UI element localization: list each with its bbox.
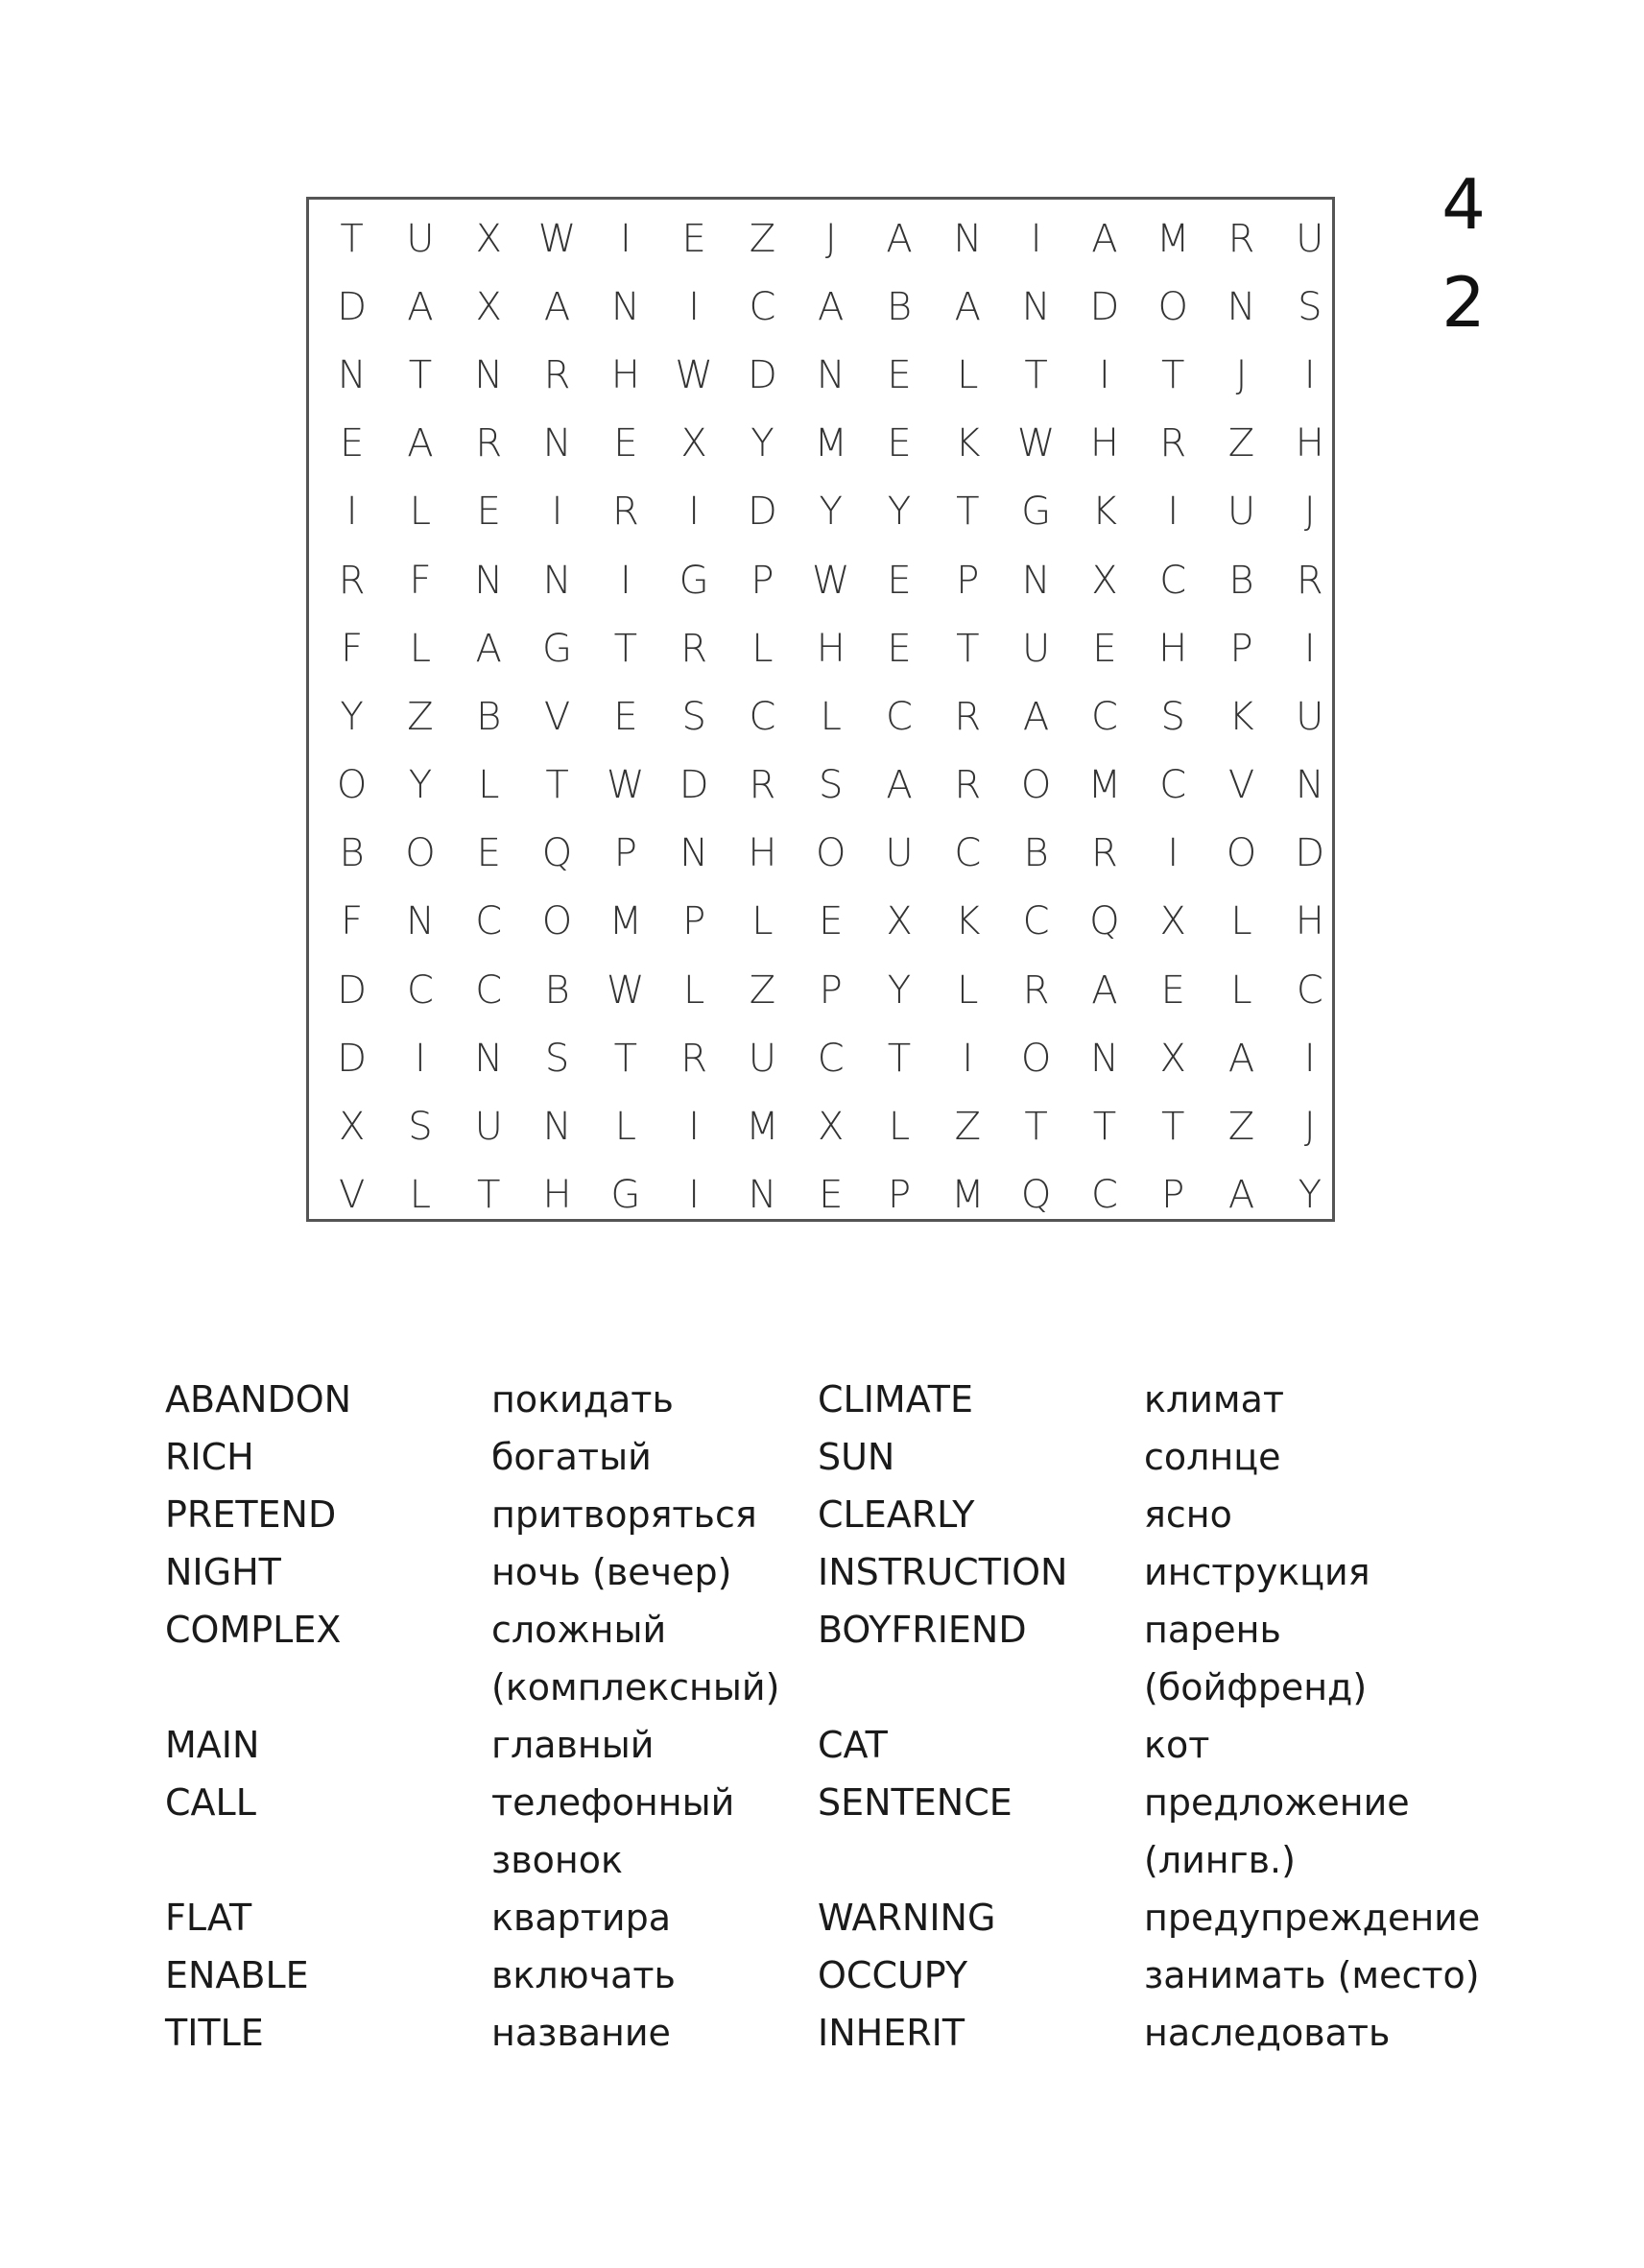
grid-cell: A bbox=[475, 626, 502, 671]
grid-cell: X bbox=[338, 1105, 366, 1150]
grid-cell: G bbox=[679, 558, 709, 603]
grid-cell: X bbox=[818, 1105, 845, 1150]
grid-cell: R bbox=[1159, 421, 1187, 466]
grid-cell: R bbox=[611, 489, 639, 535]
word-list bbox=[165, 1371, 1509, 2062]
grid-cell: L bbox=[1230, 899, 1252, 944]
grid-cell: N bbox=[542, 558, 572, 603]
grid-cell: X bbox=[886, 899, 913, 944]
grid-cell: C bbox=[1090, 694, 1118, 739]
grid-cell: G bbox=[610, 1173, 641, 1218]
grid-cell: U bbox=[474, 1105, 503, 1150]
grid-cell: H bbox=[816, 626, 846, 671]
grid-cell: T bbox=[408, 352, 433, 397]
grid-cell: P bbox=[682, 899, 706, 944]
russian-translation: ясно bbox=[1144, 1493, 1232, 1536]
grid-cell: J bbox=[824, 216, 837, 261]
grid-cell: N bbox=[474, 1036, 504, 1081]
english-word: TITLE bbox=[165, 2012, 264, 2054]
english-word: PRETEND bbox=[165, 1493, 337, 1536]
english-word: COMPLEX bbox=[165, 1609, 342, 1651]
grid-cell: T bbox=[1092, 1105, 1117, 1150]
page-number bbox=[1430, 155, 1497, 351]
grid-cell: U bbox=[1227, 489, 1256, 535]
grid-cell: A bbox=[543, 284, 571, 329]
grid-cell: C bbox=[817, 1036, 845, 1081]
grid-cell: A bbox=[1091, 967, 1118, 1013]
grid-cell: N bbox=[953, 216, 983, 261]
grid-cell: O bbox=[336, 763, 368, 808]
grid-cell: Y bbox=[408, 763, 433, 808]
grid-cell: I bbox=[1030, 216, 1042, 261]
grid-cell: M bbox=[746, 1105, 779, 1150]
russian-translation: солнце bbox=[1144, 1436, 1281, 1478]
grid-cell: H bbox=[542, 1173, 572, 1218]
grid-cell: Y bbox=[1298, 1173, 1322, 1218]
english-word: NIGHT bbox=[165, 1551, 281, 1593]
grid-cell: I bbox=[962, 1036, 974, 1081]
grid-cell: R bbox=[475, 421, 503, 466]
russian-translation: инструкция bbox=[1144, 1551, 1370, 1593]
grid-cell: L bbox=[888, 1105, 911, 1150]
grid-cell: P bbox=[819, 967, 843, 1013]
grid-cell: B bbox=[339, 831, 365, 876]
grid-cell: P bbox=[1229, 626, 1253, 671]
english-word: SUN bbox=[818, 1436, 895, 1478]
english-word bbox=[818, 1659, 1144, 1716]
english-word bbox=[165, 1831, 491, 1889]
grid-cell: R bbox=[1296, 558, 1323, 603]
grid-cell: C bbox=[406, 967, 434, 1013]
grid-cell: W bbox=[607, 967, 645, 1013]
grid-cell: C bbox=[749, 284, 776, 329]
grid-cell: N bbox=[748, 1173, 777, 1218]
grid-cell: B bbox=[1228, 558, 1254, 603]
grid-cell: H bbox=[1295, 421, 1324, 466]
grid-cell: E bbox=[340, 421, 365, 466]
grid-cell: N bbox=[337, 352, 367, 397]
english-word: CLEARLY bbox=[818, 1493, 975, 1536]
grid-cell: A bbox=[1227, 1036, 1255, 1081]
grid-cell: U bbox=[1296, 216, 1324, 261]
grid-cell: I bbox=[551, 489, 563, 535]
grid-cell: U bbox=[885, 831, 914, 876]
grid-cell: I bbox=[1303, 352, 1316, 397]
grid-cell: D bbox=[1295, 831, 1325, 876]
grid-cell: Z bbox=[1227, 421, 1255, 466]
grid-cell: A bbox=[1022, 694, 1050, 739]
grid-cell: C bbox=[1159, 763, 1187, 808]
english-word: INHERIT bbox=[818, 2012, 965, 2054]
grid-cell: X bbox=[1159, 899, 1186, 944]
grid-cell: O bbox=[1020, 763, 1052, 808]
grid-cell: E bbox=[819, 1173, 844, 1218]
grid-cell: Y bbox=[751, 421, 774, 466]
grid-cell: X bbox=[475, 216, 502, 261]
grid-cell: T bbox=[956, 626, 980, 671]
grid-cell: B bbox=[886, 284, 913, 329]
english-word: SENTENCE bbox=[818, 1781, 1013, 1824]
grid-cell: I bbox=[688, 284, 701, 329]
russian-translation: парень bbox=[1144, 1609, 1281, 1651]
russian-translation: занимать (место) bbox=[1144, 1954, 1480, 1996]
english-word bbox=[818, 1831, 1144, 1889]
english-word: ABANDON bbox=[165, 1378, 352, 1420]
grid-cell: M bbox=[951, 1173, 985, 1218]
russian-translation: предложение bbox=[1144, 1781, 1410, 1824]
grid-cell: O bbox=[405, 831, 436, 876]
english-word: BOYFRIEND bbox=[818, 1609, 1027, 1651]
grid-cell: P bbox=[1161, 1173, 1185, 1218]
grid-cell: Y bbox=[887, 489, 912, 535]
grid-cell: W bbox=[537, 216, 577, 261]
grid-cell: P bbox=[751, 558, 774, 603]
grid-cell: V bbox=[1227, 763, 1255, 808]
grid-cell: O bbox=[1157, 284, 1188, 329]
grid-cell: W bbox=[1016, 421, 1056, 466]
russian-translation: богатый bbox=[491, 1436, 652, 1478]
grid-cell: A bbox=[1091, 216, 1118, 261]
grid-cell: R bbox=[1022, 967, 1050, 1013]
grid-cell: I bbox=[1099, 352, 1110, 397]
grid-cell: N bbox=[1089, 1036, 1119, 1081]
grid-cell: U bbox=[748, 1036, 777, 1081]
grid-cell: E bbox=[1092, 626, 1117, 671]
grid-cell: Z bbox=[749, 967, 776, 1013]
grid-cell: K bbox=[955, 421, 981, 466]
grid-cell: G bbox=[542, 626, 573, 671]
grid-cell: I bbox=[619, 558, 631, 603]
grid-cell: Q bbox=[1089, 899, 1120, 944]
grid-cell: U bbox=[1021, 626, 1051, 671]
grid-cell: D bbox=[679, 763, 709, 808]
grid-cell: R bbox=[680, 626, 708, 671]
grid-cell: L bbox=[957, 352, 979, 397]
grid-cell: F bbox=[341, 899, 364, 944]
grid-cell: X bbox=[475, 284, 502, 329]
grid-cell: B bbox=[1023, 831, 1049, 876]
grid-cell: Y bbox=[340, 694, 364, 739]
grid-cell: N bbox=[405, 899, 435, 944]
grid-cell: N bbox=[542, 1105, 572, 1150]
grid-cell: S bbox=[1298, 284, 1322, 329]
grid-cell: I bbox=[415, 1036, 426, 1081]
russian-translation: сложный bbox=[491, 1609, 667, 1651]
grid-cell: C bbox=[1296, 967, 1323, 1013]
russian-translation: покидать bbox=[491, 1378, 674, 1420]
grid-cell: S bbox=[408, 1105, 433, 1150]
grid-cell: I bbox=[688, 1173, 701, 1218]
grid-cell: S bbox=[681, 694, 706, 739]
grid-cell: R bbox=[954, 694, 982, 739]
grid-cell: L bbox=[751, 899, 774, 944]
grid-cell: T bbox=[887, 1036, 912, 1081]
grid-cell: H bbox=[1089, 421, 1119, 466]
grid-cell: S bbox=[1160, 694, 1185, 739]
grid-cell: L bbox=[614, 1105, 636, 1150]
grid-cell: T bbox=[1160, 352, 1185, 397]
grid-cell: I bbox=[345, 489, 358, 535]
grid-cell: C bbox=[886, 694, 913, 739]
grid-cell: C bbox=[1022, 899, 1050, 944]
grid-cell: R bbox=[1227, 216, 1255, 261]
russian-translation: кот bbox=[1144, 1724, 1210, 1766]
grid-cell: S bbox=[544, 1036, 570, 1081]
grid-cell: N bbox=[679, 831, 709, 876]
grid-cell: B bbox=[476, 694, 502, 739]
grid-cell: X bbox=[1159, 1036, 1186, 1081]
grid-cell: A bbox=[407, 284, 434, 329]
english-word: MAIN bbox=[165, 1724, 260, 1766]
grid-cell: X bbox=[1091, 558, 1118, 603]
grid-cell: L bbox=[957, 967, 979, 1013]
page-number-digit-2: 2 bbox=[1441, 262, 1486, 343]
english-word: RICH bbox=[165, 1436, 254, 1478]
grid-cell: Q bbox=[541, 831, 573, 876]
grid-cell: E bbox=[887, 626, 912, 671]
grid-cell: O bbox=[815, 831, 846, 876]
grid-cell: P bbox=[956, 558, 980, 603]
grid-cell: Q bbox=[1020, 1173, 1052, 1218]
page-number-digit-1: 4 bbox=[1441, 164, 1486, 245]
english-word: CALL bbox=[165, 1781, 256, 1824]
grid-cell: L bbox=[409, 1173, 432, 1218]
english-word bbox=[165, 1659, 491, 1716]
grid-cell: T bbox=[1160, 1105, 1185, 1150]
grid-cell: N bbox=[1227, 284, 1256, 329]
russian-translation: звонок bbox=[491, 1839, 623, 1881]
grid-cell: Z bbox=[407, 694, 434, 739]
russian-translation: квартира bbox=[491, 1897, 671, 1939]
grid-cell: C bbox=[1159, 558, 1187, 603]
grid-cell: A bbox=[407, 421, 434, 466]
grid-cell: D bbox=[748, 489, 777, 535]
grid-cell: J bbox=[1303, 489, 1316, 535]
grid-cell: N bbox=[542, 421, 572, 466]
grid-cell: G bbox=[1021, 489, 1052, 535]
english-word: WARNING bbox=[818, 1897, 996, 1939]
russian-translation: главный bbox=[491, 1724, 655, 1766]
russian-translation: (бойфренд) bbox=[1144, 1666, 1368, 1708]
grid-cell: R bbox=[338, 558, 366, 603]
grid-cell: T bbox=[1024, 1105, 1048, 1150]
grid-cell: D bbox=[1089, 284, 1120, 329]
grid-cell: R bbox=[543, 352, 571, 397]
grid-cell: D bbox=[748, 352, 777, 397]
grid-cell: A bbox=[886, 763, 913, 808]
grid-cell: N bbox=[474, 558, 504, 603]
grid-cell: M bbox=[608, 899, 643, 944]
grid-cell: N bbox=[1021, 284, 1051, 329]
grid-cell: C bbox=[475, 899, 503, 944]
russian-translation: ночь (вечер) bbox=[491, 1551, 732, 1593]
grid-cell: P bbox=[613, 831, 637, 876]
grid-cell: F bbox=[409, 558, 432, 603]
russian-translation: притворяться bbox=[491, 1493, 757, 1536]
grid-cell: E bbox=[476, 489, 501, 535]
russian-translation: название bbox=[491, 2012, 671, 2054]
grid-cell: L bbox=[409, 626, 432, 671]
grid-cell: T bbox=[545, 763, 569, 808]
grid-cell: W bbox=[811, 558, 850, 603]
grid-cell: C bbox=[1090, 1173, 1118, 1218]
grid-cell: L bbox=[751, 626, 774, 671]
grid-cell: E bbox=[681, 216, 706, 261]
grid-cell: H bbox=[1158, 626, 1188, 671]
grid-cell: L bbox=[409, 489, 432, 535]
grid-cell: T bbox=[613, 626, 638, 671]
grid-cell: O bbox=[1226, 831, 1257, 876]
grid-cell: N bbox=[474, 352, 504, 397]
grid-cell: T bbox=[340, 216, 364, 261]
grid-cell: I bbox=[1303, 1036, 1316, 1081]
english-word: ENABLE bbox=[165, 1954, 309, 1996]
grid-cell: N bbox=[1295, 763, 1324, 808]
grid-cell: L bbox=[1230, 967, 1252, 1013]
grid-cell: D bbox=[337, 1036, 368, 1081]
grid-cell: A bbox=[886, 216, 913, 261]
grid-cell: N bbox=[1021, 558, 1051, 603]
grid-cell: A bbox=[954, 284, 981, 329]
grid-cell: T bbox=[477, 1173, 501, 1218]
russian-translation: включать bbox=[491, 1954, 676, 1996]
russian-translation: (комплексный) bbox=[491, 1666, 780, 1708]
grid-cell: V bbox=[338, 1173, 366, 1218]
grid-cell: I bbox=[1303, 626, 1316, 671]
grid-cell: T bbox=[956, 489, 980, 535]
grid-cell: J bbox=[1303, 1105, 1316, 1150]
grid-cell: J bbox=[1235, 352, 1248, 397]
grid-cell: R bbox=[954, 763, 982, 808]
grid-cell: T bbox=[613, 1036, 638, 1081]
english-word: FLAT bbox=[165, 1897, 252, 1939]
grid-cell: D bbox=[337, 284, 368, 329]
russian-translation: предупреждение bbox=[1144, 1897, 1481, 1939]
grid-cell: E bbox=[613, 694, 638, 739]
grid-cell: Z bbox=[1227, 1105, 1255, 1150]
grid-cell: C bbox=[475, 967, 503, 1013]
grid-cell: H bbox=[610, 352, 640, 397]
grid-cell: E bbox=[887, 558, 912, 603]
grid-cell: O bbox=[541, 899, 573, 944]
grid-cell: U bbox=[406, 216, 435, 261]
english-word: OCCUPY bbox=[818, 1954, 968, 1996]
grid-cell: R bbox=[749, 763, 776, 808]
grid-cell: F bbox=[341, 626, 364, 671]
grid-cell: Y bbox=[887, 967, 912, 1013]
russian-translation: (лингв.) bbox=[1144, 1839, 1296, 1881]
grid-cell: K bbox=[1091, 489, 1118, 535]
grid-cell: K bbox=[1228, 694, 1254, 739]
grid-cell: S bbox=[819, 763, 844, 808]
grid-cell: R bbox=[680, 1036, 708, 1081]
grid-cell: I bbox=[688, 1105, 701, 1150]
grid-cell: B bbox=[544, 967, 570, 1013]
russian-translation: телефонный bbox=[491, 1781, 735, 1824]
grid-cell: E bbox=[887, 352, 912, 397]
grid-cell: E bbox=[887, 421, 912, 466]
grid-cell: N bbox=[816, 352, 846, 397]
grid-cell: D bbox=[337, 967, 368, 1013]
grid-cell: I bbox=[1167, 831, 1179, 876]
grid-cell: X bbox=[680, 421, 707, 466]
grid-cell: M bbox=[1087, 763, 1122, 808]
grid-cell: I bbox=[688, 489, 701, 535]
grid-cell: W bbox=[675, 352, 713, 397]
grid-cell: L bbox=[478, 763, 500, 808]
grid-cell: Y bbox=[819, 489, 843, 535]
grid-cell: M bbox=[814, 421, 847, 466]
grid-cell: A bbox=[1227, 1173, 1255, 1218]
grid-cell: Z bbox=[954, 1105, 982, 1150]
grid-cell: M bbox=[1156, 216, 1190, 261]
grid-cell: E bbox=[819, 899, 844, 944]
grid-cell: T bbox=[1024, 352, 1048, 397]
english-word: CAT bbox=[818, 1724, 888, 1766]
grid-cell: N bbox=[610, 284, 640, 329]
grid-cell: H bbox=[1295, 899, 1324, 944]
grid-cell: Z bbox=[749, 216, 776, 261]
russian-translation: климат bbox=[1144, 1378, 1285, 1420]
english-word: INSTRUCTION bbox=[818, 1551, 1068, 1593]
grid-cell: H bbox=[748, 831, 777, 876]
grid-cell: C bbox=[749, 694, 776, 739]
grid-cell: R bbox=[1091, 831, 1118, 876]
grid-cell: I bbox=[1167, 489, 1179, 535]
grid-cell: W bbox=[607, 763, 645, 808]
grid-cell: K bbox=[955, 899, 981, 944]
word-search-grid bbox=[318, 204, 1344, 1229]
grid-cell: E bbox=[476, 831, 501, 876]
grid-cell: E bbox=[613, 421, 638, 466]
grid-cell: C bbox=[954, 831, 982, 876]
grid-cell: I bbox=[619, 216, 631, 261]
grid-cell: L bbox=[682, 967, 705, 1013]
grid-cell: L bbox=[820, 694, 842, 739]
russian-translation: наследовать bbox=[1144, 2012, 1391, 2054]
english-word: CLIMATE bbox=[818, 1378, 973, 1420]
grid-cell: P bbox=[887, 1173, 912, 1218]
grid-cell: V bbox=[543, 694, 571, 739]
grid-cell: E bbox=[1160, 967, 1185, 1013]
grid-cell: O bbox=[1020, 1036, 1052, 1081]
grid-cell: A bbox=[818, 284, 845, 329]
grid-cell: U bbox=[1296, 694, 1324, 739]
